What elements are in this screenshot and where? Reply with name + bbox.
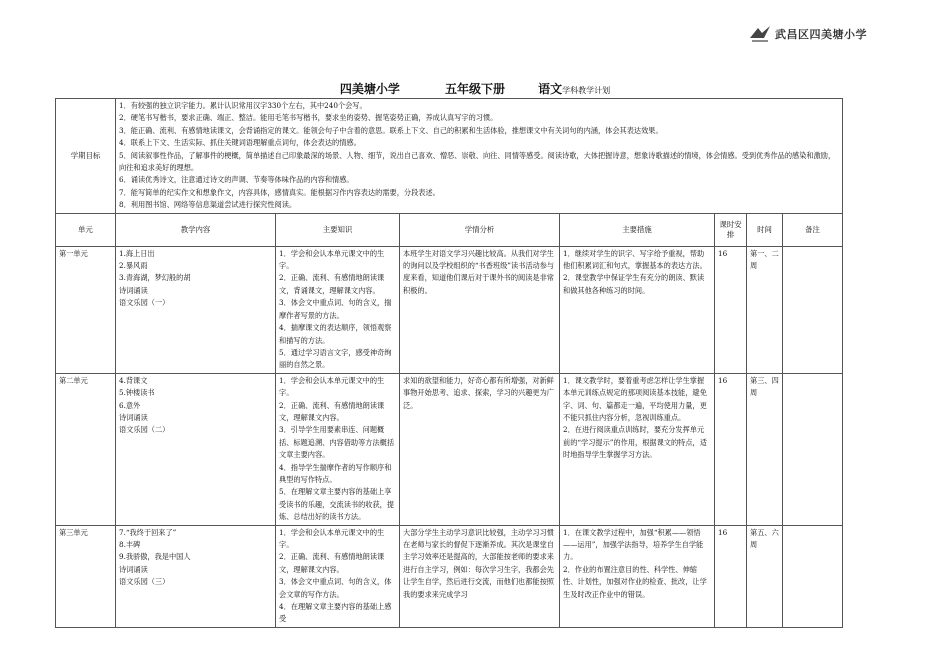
header-cell: 学情分析 bbox=[400, 213, 560, 246]
goal-item: 6．诵读优秀诗文，注意通过诗文的声调、节奏等体味作品的内容和情感。 bbox=[119, 175, 354, 185]
unit-content bbox=[116, 525, 276, 627]
knowledge-item: 4．在理解文章主要内容的基础上感受 bbox=[279, 602, 392, 624]
content-item: 8.丰碑 bbox=[119, 540, 141, 549]
header-cell: 时间 bbox=[747, 213, 783, 246]
header-cell: 主要知识 bbox=[276, 213, 400, 246]
title-grade: 五年级下册 bbox=[444, 82, 505, 96]
page-title bbox=[0, 78, 950, 97]
header-cell: 教学内容 bbox=[116, 213, 276, 246]
unit-hours: 16 bbox=[715, 525, 747, 627]
unit-measures bbox=[560, 525, 715, 627]
measure-item: 1．在课文教学过程中，加强“积累——领悟——运用”，加强学法指导，培养学生自学能力。 bbox=[563, 527, 704, 562]
unit-name: 第三单元 bbox=[56, 525, 116, 627]
goals-content bbox=[116, 99, 843, 214]
measure-item: 2．在进行阅读重点训练时，要充分发挥单元前的“学习提示”的作用，根据课文的特点，适时地指导学生掌握学习方法。 bbox=[563, 425, 707, 460]
unit-analysis: 大部分学生主动学习意识比较强，主动学习习惯在老师与家长的督促下逐渐养成。其次是课堂自主学习效率还是提高的，大部能按老师的要求来进行自主学习，例如：每次学习生字，我都会先让学生自学，然后进行交流，而他们也都能按照我的要求来完成学习 bbox=[400, 525, 560, 627]
unit-content bbox=[116, 246, 276, 373]
content-item: 诗词诵读 bbox=[119, 285, 148, 295]
header-cell: 主要措施 bbox=[560, 213, 715, 246]
knowledge-item: 2．正确、流利、有感情地朗读课文，理解课文内容。 bbox=[279, 552, 385, 574]
title-school: 四美塘小学 bbox=[339, 82, 400, 96]
goal-item: 5．阅读叙事性作品，了解事件的梗概，简单描述自己印象最深的场景、人物、细节，说出自己喜欢、憎恶、崇敬、向往、同情等感受。阅读诗歌，大体把握诗意，想象诗歌描述的情境，体会情感。受到优秀作品的感染和激励，向往和追求美好的理想。 bbox=[119, 150, 836, 173]
content-item: 4.背课文 bbox=[119, 375, 148, 385]
title-subject: 语文 bbox=[538, 82, 563, 96]
goal-item: 1．有较强的独立识字能力。累计认识常用汉字330个左右，其中240个会写。 bbox=[119, 101, 367, 110]
teaching-plan-table bbox=[55, 98, 843, 628]
unit-measures bbox=[560, 373, 715, 525]
knowledge-item: 5．通过学习语言文字，感受神奇绚丽的自然之景。 bbox=[279, 347, 392, 370]
school-emblem-icon bbox=[748, 24, 772, 44]
unit-hours: 16 bbox=[715, 246, 747, 373]
content-item: 语文乐园（二） bbox=[119, 425, 170, 435]
table-row bbox=[56, 525, 843, 627]
unit-note bbox=[783, 525, 843, 627]
knowledge-item: 5．在理解文章主要内容的基础上享受读书的乐趣，交流读书的收获，提炼、总结出好的读书方法。 bbox=[279, 487, 395, 522]
knowledge-item: 2．正确、流利、有感情地朗读课文，理解课文内容。 bbox=[279, 400, 385, 422]
measure-item: 2．课堂教学中保证学生有充分的朗读、默读和做其他各种练习的时间。 bbox=[563, 273, 705, 295]
knowledge-item: 1．学会和会认本单元课文中的生字。 bbox=[279, 248, 385, 271]
header-cell: 课时安排 bbox=[715, 213, 747, 246]
unit-measures bbox=[560, 246, 715, 373]
knowledge-item: 1．学会和会认本单元课文中的生字。 bbox=[279, 375, 385, 398]
header-cell: 备注 bbox=[783, 213, 843, 246]
title-subject-suffix: 学科教学计划 bbox=[562, 86, 611, 95]
knowledge-item: 4．指导学生揣摩作者的写作顺序和典型的写作特点。 bbox=[279, 462, 392, 484]
header-row bbox=[56, 213, 843, 246]
unit-hours: 16 bbox=[715, 373, 747, 525]
unit-knowledge bbox=[276, 373, 400, 525]
goal-item: 4．联系上下文、生活实际、抓住关键词语理解重点词句，体会表达的情感。 bbox=[119, 138, 361, 148]
knowledge-item: 3．引导学生用要素串连、问题概括、标题追溯、内容借助等方法概括文章主要内容。 bbox=[279, 425, 395, 460]
table-row bbox=[56, 373, 843, 525]
goal-item: 3．能正确、流利、有感情地读课文，会背诵指定的课文。能领会句子中含着的意思。联系上下文、自己的积累和生活体验，推想课文中有关词句的内涵，体会其表达效果。 bbox=[119, 125, 663, 135]
unit-time: 第三、四周 bbox=[747, 373, 783, 525]
content-item: 语文乐园（一） bbox=[119, 298, 170, 308]
unit-name: 第一单元 bbox=[56, 246, 116, 373]
measure-item: 1．继续对学生的识字、写字给予重视，帮助他们积累词汇和句式，掌握基本的表达方法。 bbox=[563, 248, 707, 271]
header-cell: 单元 bbox=[56, 213, 116, 246]
logo-text: 武昌区四美塘小学 bbox=[775, 28, 867, 41]
unit-time: 第一、二周 bbox=[747, 246, 783, 373]
goal-item: 7．能写简单的纪实作文和想象作文，内容具体，感情真实。能根据习作内容表达的需要，分段表述。 bbox=[119, 187, 440, 197]
unit-note bbox=[783, 373, 843, 525]
knowledge-item: 3．体会文中重点词、句的含义，体会文章的写作方法。 bbox=[279, 577, 392, 599]
unit-content bbox=[116, 373, 276, 525]
content-item: 2.暴风雨 bbox=[119, 261, 148, 271]
unit-analysis: 求知的欲望和能力，好奇心都有所增强，对新鲜事物开始思考、追求、探索，学习的兴趣更为广泛。 bbox=[400, 373, 560, 525]
goal-item: 8．利用图书馆、网络等信息渠道尝试进行探究性阅读。 bbox=[119, 200, 297, 210]
unit-note bbox=[783, 246, 843, 373]
knowledge-item: 3．体会文中重点词、句的含义，揣摩作者写景的方法。 bbox=[279, 298, 392, 320]
unit-name: 第二单元 bbox=[56, 373, 116, 525]
content-item: 3.青海湖，梦幻般的胡 bbox=[119, 273, 191, 283]
knowledge-item: 2．正确、流利、有感情地朗读课文，背诵课文，理解课文内容。 bbox=[279, 273, 385, 295]
content-item: 5.钟楼读书 bbox=[119, 388, 155, 398]
measure-item: 2．作业的布置注意目的性、科学性、伸缩性、计划性，加强对作业的检查、批改，让学生及时改正作业中的错误。 bbox=[563, 564, 707, 599]
content-item: 1.海上日出 bbox=[119, 248, 155, 258]
content-item: 诗词诵读 bbox=[119, 412, 148, 422]
unit-knowledge bbox=[276, 246, 400, 373]
content-item: 语文乐园（三） bbox=[119, 577, 170, 587]
unit-time: 第五、六周 bbox=[747, 525, 783, 627]
content-item: 6.意外 bbox=[119, 400, 141, 410]
content-item: 9.我骄傲，我是中国人 bbox=[119, 552, 191, 562]
unit-analysis: 本班学生对语文学习兴趣比较高。从我们对学生的询问以及学校组织的“书香班级”读书活动参与度来看，知道他们课后对于课外书的阅读是非常积极的。 bbox=[400, 246, 560, 373]
school-logo bbox=[748, 22, 906, 46]
goals-label: 学期目标 bbox=[56, 99, 116, 214]
knowledge-item: 4．揣摩课文的表达顺序，领悟观察和描写的方法。 bbox=[279, 323, 392, 345]
table-row bbox=[56, 246, 843, 373]
goals-row bbox=[56, 99, 843, 214]
content-item: 诗词诵读 bbox=[119, 564, 148, 574]
knowledge-item: 1．学会和会认本单元课文中的生字。 bbox=[279, 527, 385, 549]
content-item: 7.“我终于回来了” bbox=[119, 527, 177, 537]
measure-item: 1．课文教学时，要着重考虑怎样让学生掌握本单元训练点规定的那项阅读基本技能，避免字、词、句、篇都走一遍，平均使用力量，更不能只抓住内容分析，忽视训练重点。 bbox=[563, 375, 707, 422]
unit-knowledge bbox=[276, 525, 400, 627]
goal-item: 2．硬笔书写楷书，要求正确、端正、整洁。能用毛笔书写楷书，要求坐的姿势、握笔姿势正确，养成认真写字的习惯。 bbox=[119, 113, 498, 123]
